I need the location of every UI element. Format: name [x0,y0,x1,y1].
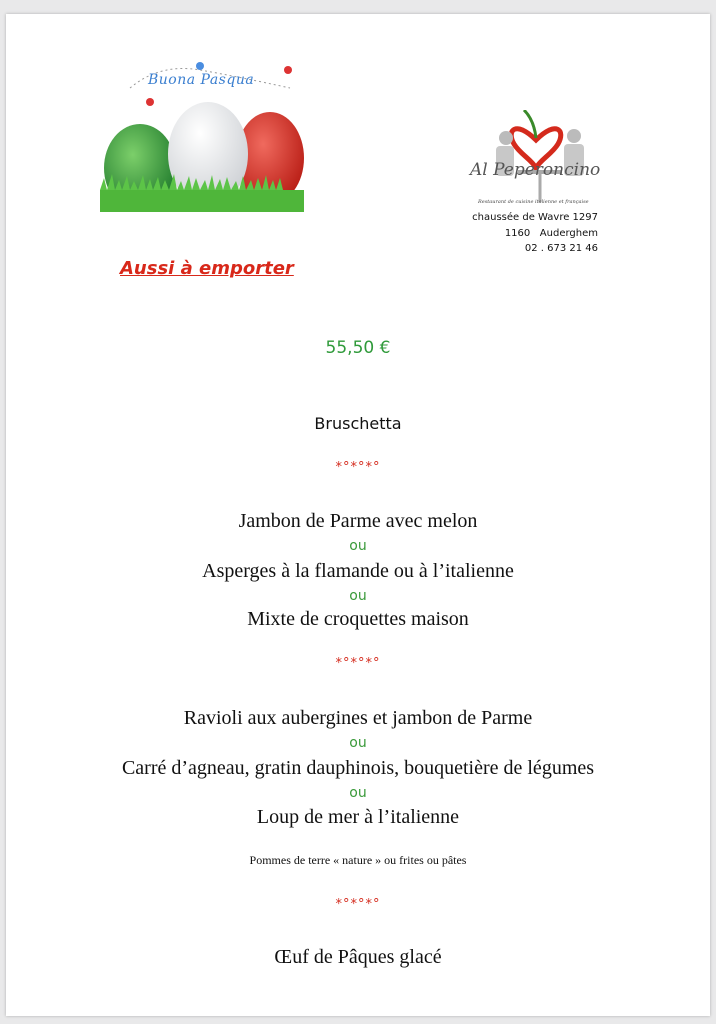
easter-title: Buona Pasqua [148,72,255,88]
menu-price: 55,50 € [325,338,391,358]
or-label: ou [349,735,367,751]
sides-note: Pommes de terre « nature » ou frites ou pâtes [249,853,467,867]
separator: *°*°*° [335,897,381,912]
course1-option-1: Jambon de Parme avec melon [238,510,478,532]
restaurant-tagline: Restaurant de cuisine italienne et française [478,199,589,205]
phone-number: 02 . 673 21 46 [524,243,598,254]
or-label: ou [349,538,367,554]
restaurant-name: Al Peperoncino [470,160,601,180]
dessert-item: Œuf de Pâques glacé [274,946,442,968]
address-street: chaussée de Wavre 1297 [472,212,598,223]
course2-option-2: Carré d’agneau, gratin dauphinois, bouquetière de légumes [121,757,595,779]
or-label: ou [349,785,367,801]
separator: *°*°*° [335,460,381,475]
starter-item: Bruschetta [314,414,402,433]
takeaway-notice: Aussi à emporter [120,258,294,279]
course1-option-3: Mixte de croquettes maison [247,608,469,630]
or-label: ou [349,588,367,604]
course2-option-1: Ravioli aux aubergines et jambon de Parme [183,707,533,729]
separator: *°*°*° [335,656,381,671]
course1-option-2: Asperges à la flamande ou à l’italienne [202,560,514,582]
address-city: 1160 Auderghem [504,228,598,239]
course2-option-3: Loup de mer à l’italienne [256,806,460,828]
